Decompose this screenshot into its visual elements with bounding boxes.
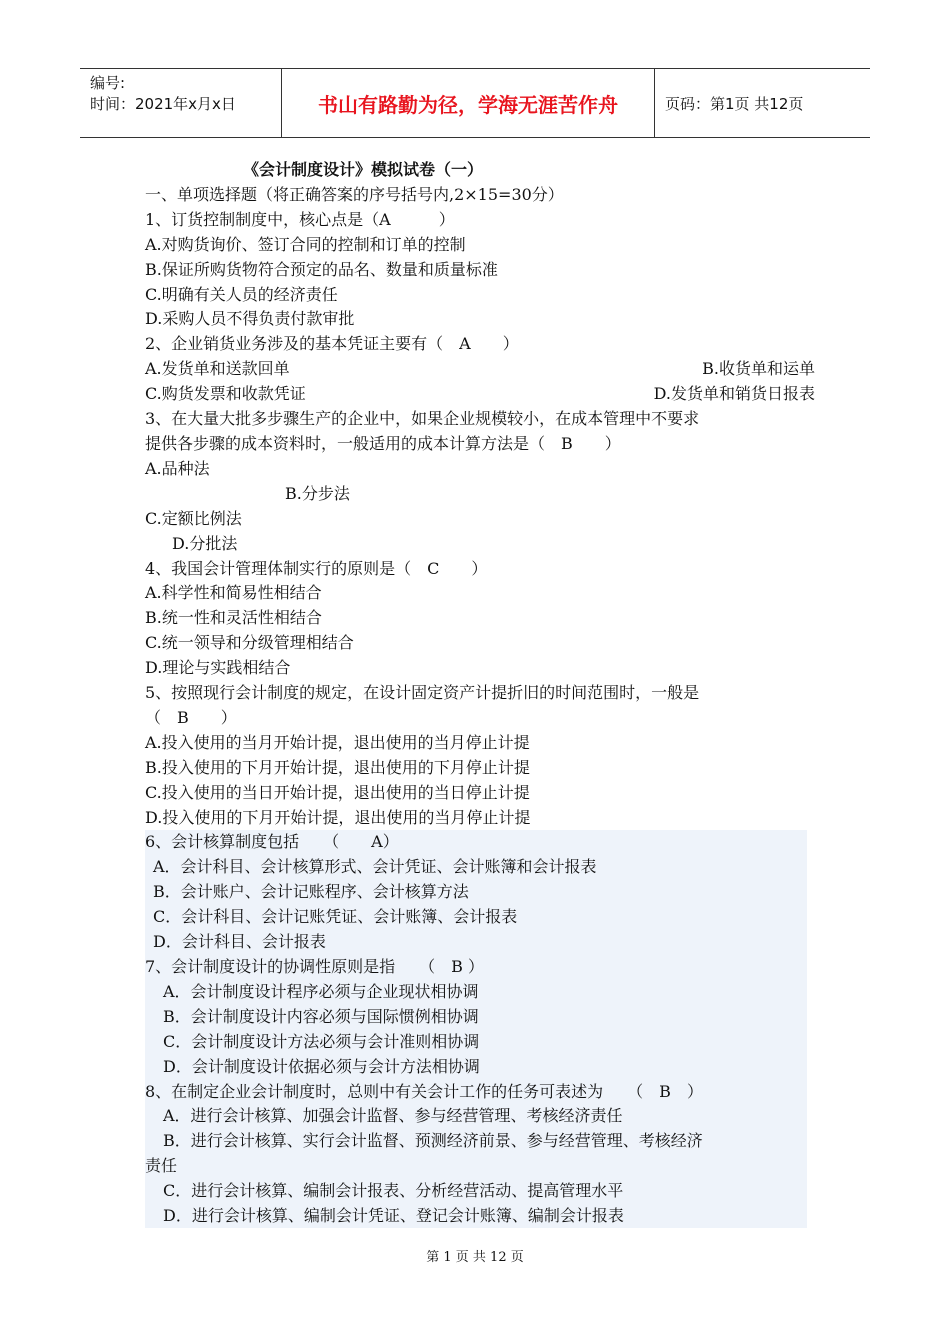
question-1-option-c: C.明确有关人员的经济责任 [145,284,338,304]
question-8-option-b-line-1: B．进行会计核算、实行会计监督、预测经济前景、参与经营管理、考核经济 [163,1131,703,1151]
question-4-option-a: A.科学性和简易性相结合 [145,583,322,603]
question-2-option-d: D.发货单和销货日报表 [653,384,815,404]
question-7-option-d: D．会计制度设计依据必须与会计方法相协调 [163,1056,480,1076]
question-3-option-b: B.分步法 [285,483,350,503]
question-2-row-1 [145,357,815,382]
question-8-option-a: A．进行会计核算、加强会计监督、参与经营管理、考核经济责任 [163,1106,623,1126]
question-3-option-d: D.分批法 [172,533,238,553]
question-2-option-c: C.购货发票和收款凭证 [145,384,306,404]
header-motto: 书山有路勤为径，学海无涯苦作舟 [282,69,655,137]
question-8-option-b-line-2: 责任 [145,1156,178,1176]
question-7-stem: 7、会计制度设计的协调性原则是指 （ B ） [145,957,485,976]
header-page-info: 页码：第1页 共12页 [665,94,804,113]
question-6-stem: 6、会计核算制度包括 （ A） [145,832,399,852]
question-3-option-a: A.品种法 [145,458,210,478]
question-6-option-d: D．会计科目、会计报表 [153,932,326,952]
question-6-option-a: A．会计科目、会计核算形式、会计凭证、会计账簿和会计报表 [153,857,597,877]
question-8-stem: 8、在制定企业会计制度时，总则中有关会计工作的任务可表述为 （ B ） [145,1081,703,1101]
question-2-stem: 2、企业销货业务涉及的基本凭证主要有（ A ） [145,334,519,354]
question-7-option-b: B．会计制度设计内容必须与国际惯例相协调 [163,1006,479,1026]
number-label: 编号: [90,74,126,92]
question-2-option-b: B.收货单和运单 [702,359,815,379]
exam-title: 《会计制度设计》模拟试卷（一） [243,160,484,179]
question-1-option-d: D.采购人员不得负责付款审批 [145,309,355,329]
question-4-option-d: D.理论与实践相结合 [145,658,291,678]
section-heading: 一、单项选择题（将正确答案的序号括号内,2×15=30分） [145,184,564,204]
question-1-option-b: B.保证所购货物符合预定的品名、数量和质量标准 [145,259,498,279]
question-6-option-b: B．会计账户、会计记账程序、会计核算方法 [153,882,469,902]
question-4-option-c: C.统一领导和分级管理相结合 [145,633,354,653]
question-1-stem: 1、订货控制制度中，核心点是（A ） [145,209,455,229]
header-info-cell [80,69,282,137]
question-7-option-c: C．会计制度设计方法必须与会计准则相协调 [163,1031,480,1051]
page-header [80,68,870,138]
question-4-option-b: B.统一性和灵活性相结合 [145,608,322,628]
question-5-option-b: B.投入使用的下月开始计提，退出使用的下月停止计提 [145,757,530,777]
question-3-stem-line-1: 3、在大量大批多步骤生产的企业中，如果企业规模较小，在成本管理中不要求 [145,409,700,429]
question-5-option-a: A.投入使用的当月开始计提，退出使用的当月停止计提 [145,732,530,752]
question-5-option-d: D.投入使用的下月开始计提，退出使用的当月停止计提 [145,807,531,827]
question-8-option-c: C．进行会计核算、编制会计报表、分析经营活动、提高管理水平 [163,1181,624,1201]
page-footer: 第 1 页 共 12 页 [426,1250,524,1265]
question-5-option-c: C.投入使用的当日开始计提，退出使用的当日停止计提 [145,782,530,802]
question-4-stem: 4、我国会计管理体制实行的原则是（ C ） [145,558,488,578]
question-2-option-a: A.发货单和送款回单 [145,359,290,379]
time-label: 时间：2021年x月x日 [90,95,236,113]
question-5-stem-line-2: （ B ） [145,707,237,727]
question-3-stem-line-2: 提供各步骤的成本资料时，一般适用的成本计算方法是（ B ） [145,433,621,453]
question-2-row-2 [145,382,815,407]
question-8-option-d: D．进行会计核算、编制会计凭证、登记会计账簿、编制会计报表 [163,1206,624,1226]
question-3-option-c: C.定额比例法 [145,508,242,528]
question-7-option-a: A．会计制度设计程序必须与企业现状相协调 [163,981,479,1001]
question-1-option-a: A.对购货询价、签订合同的控制和订单的控制 [145,234,466,254]
exam-content [145,158,815,1229]
question-6-option-c: C．会计科目、会计记账凭证、会计账簿、会计报表 [153,907,518,927]
question-5-stem-line-1: 5、按照现行会计制度的规定，在设计固定资产计提折旧的时间范围时，一般是 [145,683,700,703]
